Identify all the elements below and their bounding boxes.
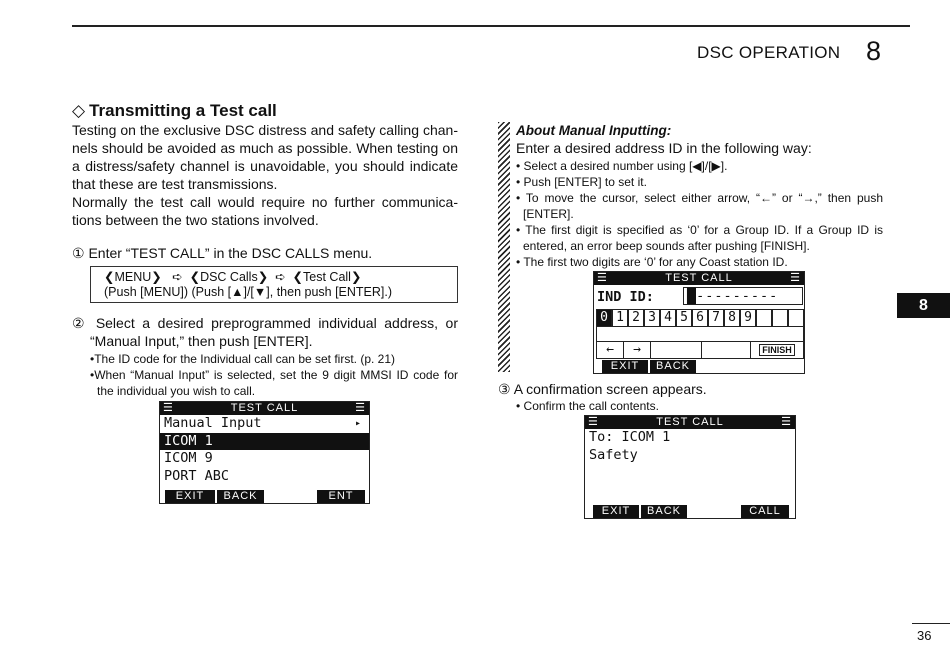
step-text: Select a desired preprogrammed individual address, or (95, 315, 458, 331)
back-softkey[interactable]: BACK (641, 505, 687, 518)
intro-line: tions between the two stations involved. (72, 212, 319, 228)
id-input-field[interactable] (683, 287, 803, 305)
blank-key (788, 309, 804, 327)
intro-line: Testing on the exclusive DSC distress and safety calling chan- (72, 122, 458, 138)
chapter-number: 8 (866, 36, 882, 66)
call-softkey[interactable]: CALL (741, 505, 789, 518)
blank-key (756, 309, 772, 327)
note-bullet: • To move the cursor, select either arrow, “←” or “→,” then push (516, 191, 883, 205)
back-softkey[interactable]: BACK (217, 490, 264, 503)
lcd-title-bar (160, 402, 369, 415)
step-marker: ① (72, 245, 85, 261)
section-title: DSC OPERATION (697, 43, 841, 62)
digit-key[interactable]: 7 (708, 309, 724, 327)
note-hatch-bar (498, 122, 510, 372)
list-item[interactable]: ICOM 9 (164, 450, 213, 466)
list-item-label: Manual Input (164, 415, 262, 431)
exit-softkey[interactable]: EXIT (165, 490, 215, 503)
note-bullet: the individual you wish to call. (97, 384, 256, 398)
step-text: “Manual Input,” then push [ENTER]. (90, 333, 313, 349)
cursor: █ (687, 288, 697, 304)
chapter-tab: 8 (897, 293, 950, 318)
note-bullet: [ENTER]. (523, 207, 574, 221)
intro-line: a distress/safety channel is unavoidable, you should indicate (72, 158, 458, 174)
lcd-title: TEST CALL (230, 402, 299, 414)
step-text: Enter “TEST CALL” in the DSC CALLS menu. (88, 245, 373, 261)
back-softkey[interactable]: BACK (650, 360, 696, 373)
list-item[interactable] (160, 415, 369, 433)
lcd-confirm (584, 415, 796, 519)
menu-path-box (90, 266, 458, 303)
note-bullet: • The first digit is specified as ‘0’ for a Group ID. If a Group ID is (516, 223, 883, 237)
menu-path: ❮MENU❯ ➪ ❮DSC Calls❯ ➪ ❮Test Call❯ (104, 270, 362, 284)
page-rule (912, 623, 950, 624)
menu-path-instructions: (Push [MENU]) (Push [▲]/[▼], then push [ENTER].) (104, 285, 393, 299)
digit-key[interactable]: 6 (692, 309, 708, 327)
note-bullet: • The first two digits are ‘0’ for any Coast station ID. (516, 255, 788, 269)
intro-line: Normally the test call would require no further communica- (72, 194, 458, 210)
lcd-test-call-list (159, 401, 370, 504)
list-item[interactable]: PORT ABC (164, 467, 230, 484)
diamond-icon: ◇ (72, 101, 86, 120)
lcd-title: TEST CALL (665, 272, 733, 284)
finish-label: FINISH (759, 344, 795, 356)
intro-line: that these are test transmissions. (72, 176, 278, 192)
header-rule (72, 25, 910, 27)
note-bullet: • Confirm the call contents. (516, 399, 659, 413)
note-bullet: •When “Manual Input” is selected, set the 9 digit MMSI ID code for (90, 368, 458, 382)
digit-key[interactable]: 4 (660, 309, 676, 327)
digit-key[interactable]: 9 (740, 309, 756, 327)
arrow-right-icon: ▸ (354, 418, 361, 429)
digit-key[interactable]: 0 (596, 309, 612, 327)
menu-icon: ☰ (790, 272, 801, 284)
finish-key[interactable] (750, 341, 804, 359)
digit-key[interactable]: 5 (676, 309, 692, 327)
enter-softkey[interactable]: ENT (317, 490, 365, 503)
category-line: Safety (589, 446, 638, 463)
step-1 (72, 244, 372, 262)
note-bullet: • Push [ENTER] to set it. (516, 175, 647, 189)
note-intro: Enter a desired address ID in the following way: (516, 140, 812, 156)
blank-key (701, 341, 751, 359)
menu-icon: ☰ (781, 416, 792, 428)
digit-key[interactable]: 8 (724, 309, 740, 327)
left-arrow-key[interactable]: ← (596, 341, 624, 359)
step-3 (498, 380, 707, 398)
note-title: About Manual Inputting: (516, 123, 672, 138)
menu-icon: ☰ (597, 272, 608, 284)
digit-key[interactable]: 1 (612, 309, 628, 327)
page-number: 36 (917, 628, 932, 643)
menu-icon: ☰ (588, 416, 599, 428)
manual-input-note (516, 122, 883, 270)
digit-key[interactable]: 3 (644, 309, 660, 327)
step-text: A confirmation screen appears. (513, 381, 707, 397)
id-value: --------- (696, 288, 779, 304)
recipient-line: To: ICOM 1 (589, 429, 671, 445)
section-heading (72, 101, 277, 121)
menu-icon: ☰ (355, 402, 366, 414)
step-2 (72, 314, 458, 399)
blank-key (772, 309, 788, 327)
lcd-id-input (593, 271, 805, 374)
menu-icon: ☰ (163, 402, 174, 414)
digit-key[interactable]: 2 (628, 309, 644, 327)
heading-text: Transmitting a Test call (89, 101, 277, 120)
right-arrow-key[interactable]: → (623, 341, 651, 359)
lcd-title-bar (594, 272, 804, 285)
id-label: IND ID: (597, 289, 654, 305)
note-bullet: • Select a desired number using [◀]/[▶]. (516, 159, 728, 173)
step-marker: ② (72, 315, 89, 331)
lcd-title-bar (585, 416, 795, 429)
softkey-bar (585, 505, 795, 518)
step-marker: ③ (498, 381, 511, 397)
intro-paragraph (72, 121, 458, 229)
softkey-bar (160, 490, 369, 503)
note-bullet: •The ID code for the Individual call can be set first. (p. 21) (90, 352, 396, 366)
blank-key (650, 341, 702, 359)
lcd-title: TEST CALL (656, 416, 724, 428)
exit-softkey[interactable]: EXIT (593, 505, 639, 518)
exit-softkey[interactable]: EXIT (602, 360, 648, 373)
list-item-selected[interactable]: ICOM 1 (160, 433, 369, 451)
intro-line: nels should be avoided as much as possible. When testing on (72, 140, 458, 156)
note-bullet: entered, an error beep sounds after pushing [FINISH]. (523, 239, 810, 253)
softkey-bar (594, 360, 804, 373)
